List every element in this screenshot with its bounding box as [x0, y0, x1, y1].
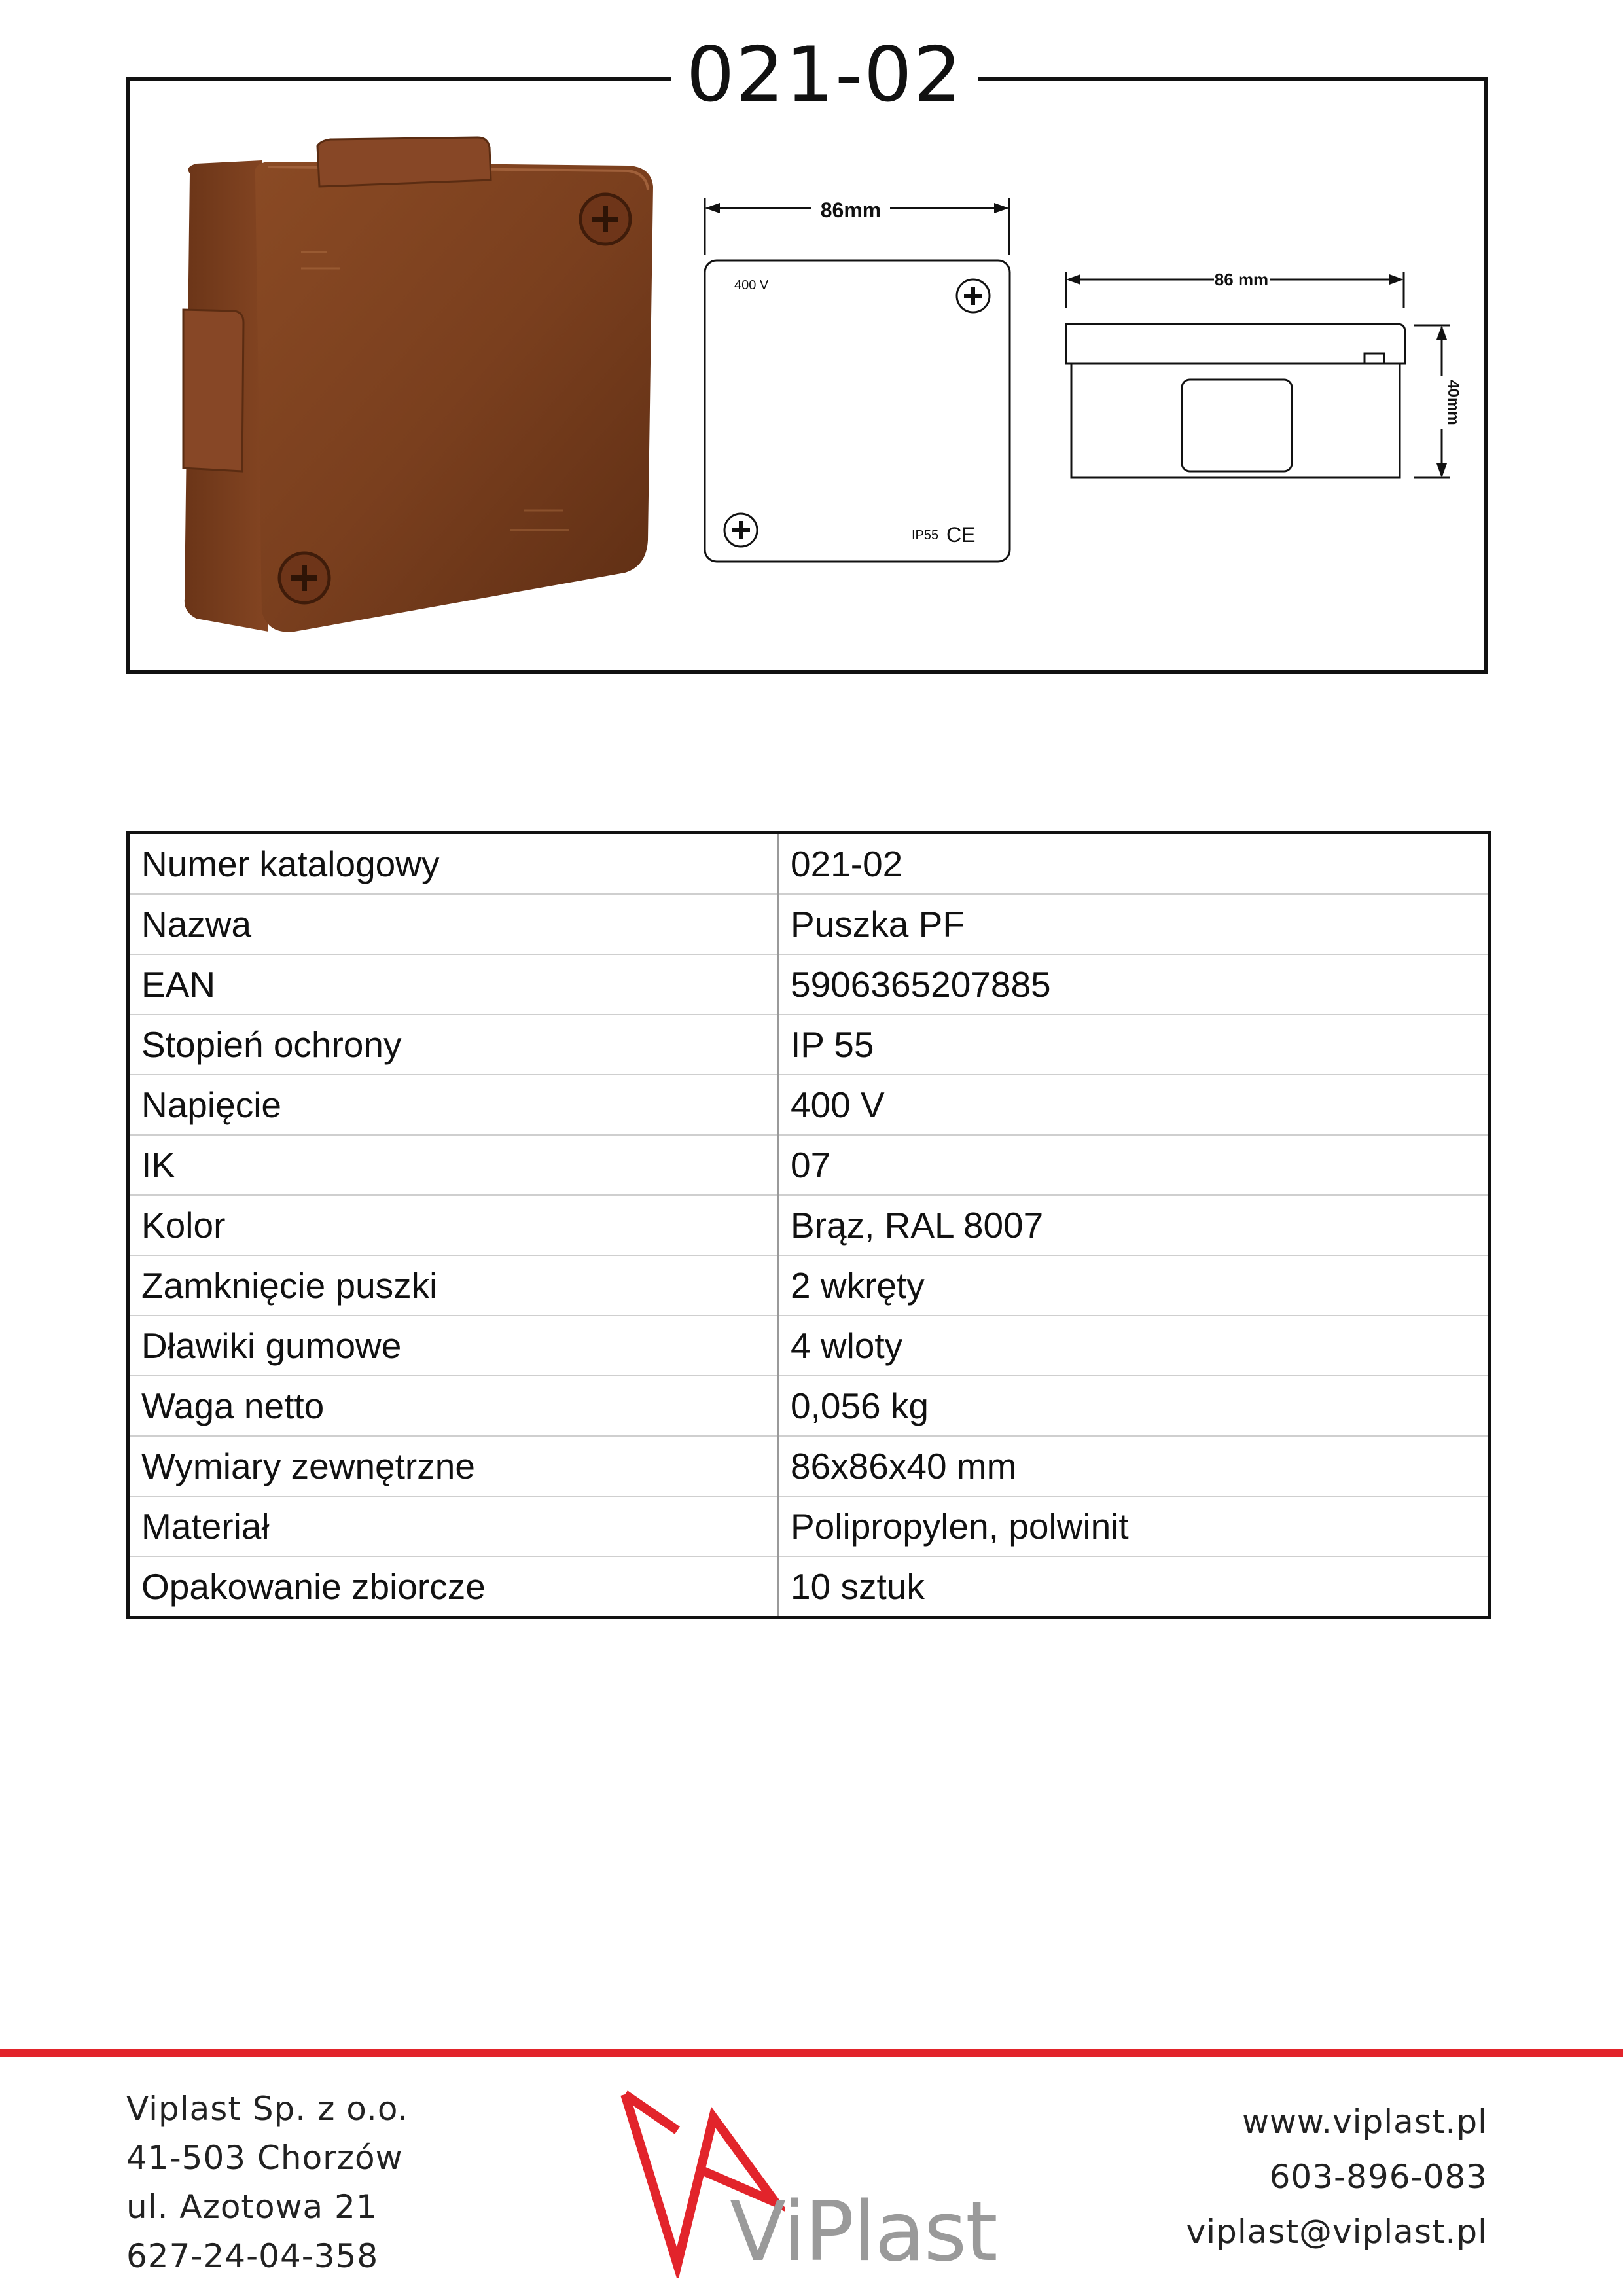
company-city: 41-503 Chorzów [126, 2139, 403, 2177]
spec-label: Napięcie [128, 1075, 779, 1135]
ce-mark-icon: CE [946, 523, 976, 547]
screw-icon [724, 514, 757, 547]
spec-label: IK [128, 1135, 779, 1195]
table-row [128, 1496, 1490, 1556]
spec-value: IP 55 [778, 1014, 1490, 1075]
spec-label: Wymiary zewnętrzne [128, 1436, 779, 1496]
footer-divider [0, 2049, 1623, 2057]
logo-wordmark: ViPlast [730, 2183, 997, 2280]
spec-label: Zamknięcie puszki [128, 1255, 779, 1316]
company-contact [1186, 2094, 1488, 2259]
spec-label: Waga netto [128, 1376, 779, 1436]
spec-value: 5906365207885 [778, 954, 1490, 1014]
spec-value: Polipropylen, polwinit [778, 1496, 1490, 1556]
spec-label: Stopień ochrony [128, 1014, 779, 1075]
phone-number: 603-896-083 [1269, 2158, 1488, 2196]
table-row [128, 1316, 1490, 1376]
company-nip: 627-24-04-358 [126, 2237, 379, 2275]
spec-value: 07 [778, 1135, 1490, 1195]
website-link[interactable]: www.viplast.pl [1242, 2103, 1488, 2141]
spec-label: Kolor [128, 1195, 779, 1255]
spec-label: Numer katalogowy [128, 833, 779, 895]
side-width-label: 86 mm [1214, 270, 1269, 289]
product-photo [170, 115, 668, 638]
front-width-label: 86mm [820, 198, 882, 222]
company-address [126, 2085, 408, 2281]
spec-label: Opakowanie zbiorcze [128, 1556, 779, 1618]
front-voltage-label: 400 V [734, 278, 769, 293]
company-street: ul. Azotowa 21 [126, 2188, 378, 2226]
table-row [128, 1556, 1490, 1618]
spec-value: 0,056 kg [778, 1376, 1490, 1436]
spec-value: 86x86x40 mm [778, 1436, 1490, 1496]
table-row [128, 1014, 1490, 1075]
table-row [128, 1436, 1490, 1496]
screw-top-right-icon [580, 194, 630, 244]
spec-value: 021-02 [791, 844, 903, 884]
email-link[interactable]: viplast@viplast.pl [1186, 2213, 1488, 2251]
table-row [128, 1376, 1490, 1436]
spec-label: Nazwa [128, 894, 779, 954]
screw-bottom-left-icon [279, 553, 329, 603]
spec-label: Materiał [128, 1496, 779, 1556]
spec-value: 10 sztuk [778, 1556, 1490, 1618]
spec-table [126, 831, 1491, 1619]
table-row [128, 894, 1490, 954]
table-row [128, 1255, 1490, 1316]
table-row [128, 1075, 1490, 1135]
spec-label: Dławiki gumowe [128, 1316, 779, 1376]
table-row [128, 1135, 1490, 1195]
side-view-drawing [1057, 262, 1463, 497]
page-title: 021-02 [671, 26, 978, 124]
table-row [128, 833, 1490, 895]
front-ip-label: IP55 [912, 528, 939, 543]
table-row [128, 954, 1490, 1014]
spec-value: 4 wloty [778, 1316, 1490, 1376]
spec-value: Puszka PF [778, 894, 1490, 954]
side-height-label: 40mm [1444, 380, 1462, 425]
front-view-drawing [694, 190, 1034, 583]
company-name: Viplast Sp. z o.o. [126, 2090, 409, 2128]
spec-value: 400 V [778, 1075, 1490, 1135]
spec-label: EAN [128, 954, 779, 1014]
spec-value: Brąz, RAL 8007 [778, 1195, 1490, 1255]
screw-icon [957, 279, 990, 312]
spec-value: 2 wkręty [778, 1255, 1490, 1316]
table-row [128, 1195, 1490, 1255]
